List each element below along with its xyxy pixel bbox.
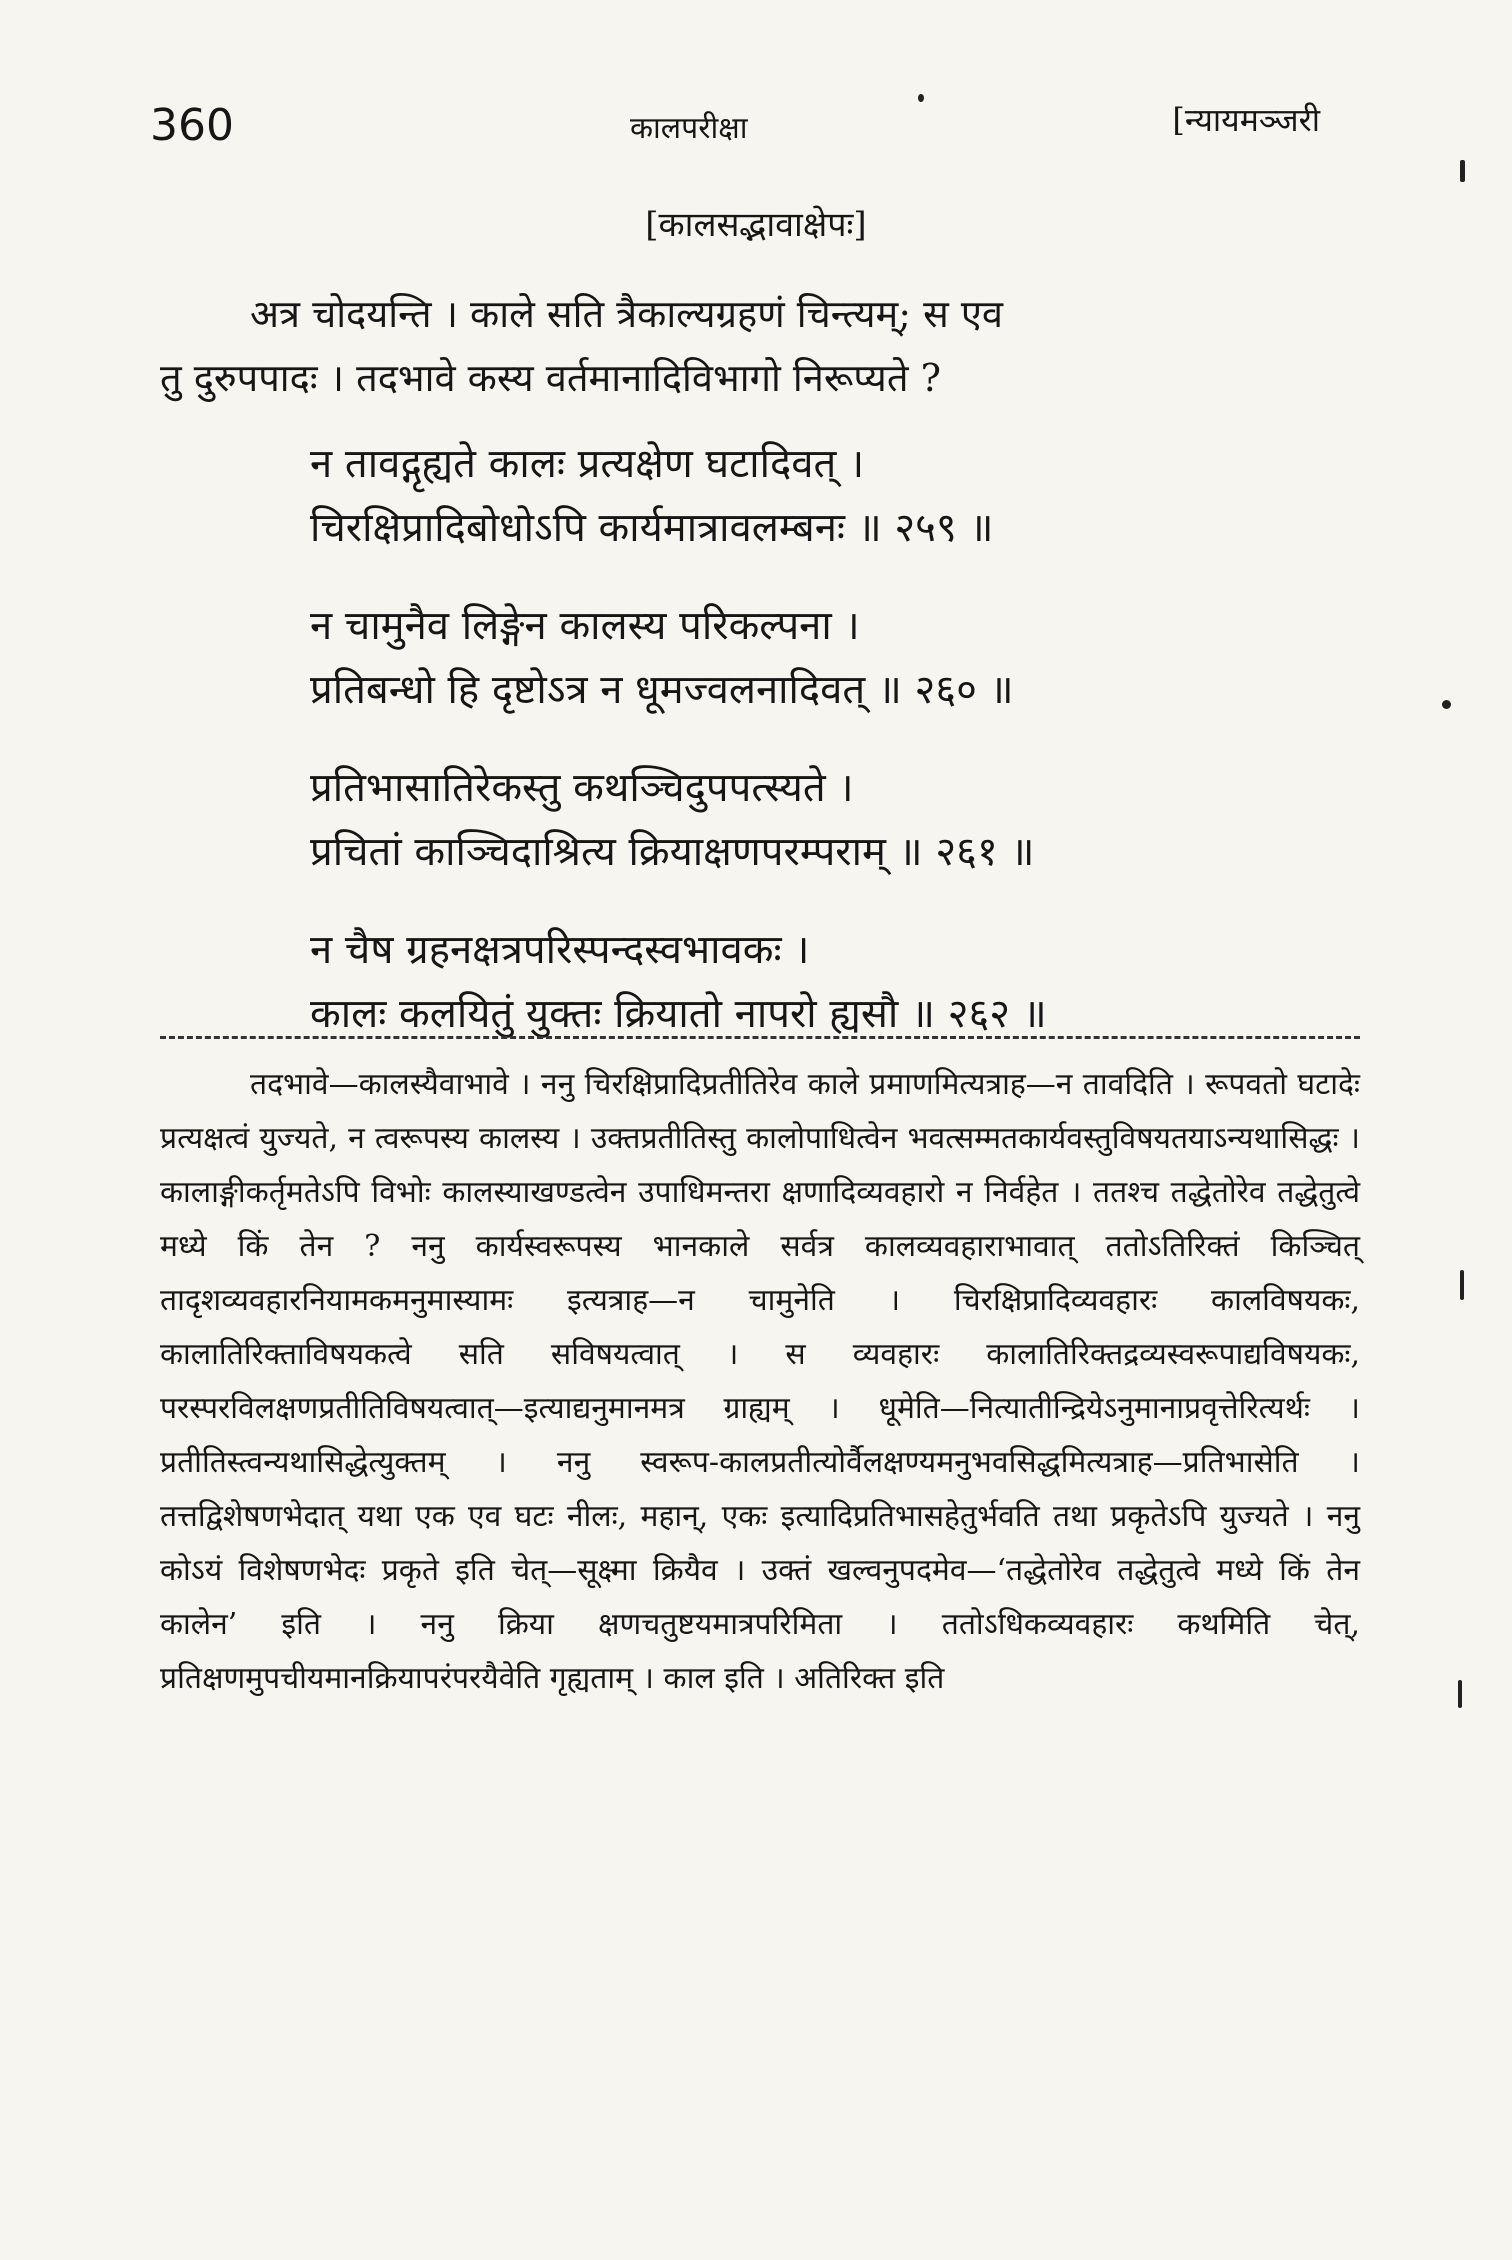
- intro-line: तु दुरुपपादः । तदभावे कस्य वर्तमानादिविभागो निरूप्यते ?: [160, 356, 941, 400]
- verse-261: [310, 756, 1360, 884]
- intro-paragraph: [160, 282, 1360, 410]
- verse-block: [310, 432, 1360, 1080]
- verse-260: [310, 594, 1360, 722]
- verse-line: चिरक्षिप्रादिबोधोऽपि कार्यमात्रावलम्बनः ॥ २५९ ॥: [310, 505, 994, 551]
- verse-259: [310, 432, 1360, 560]
- scan-speck: [1460, 160, 1465, 182]
- page-number: 360: [150, 100, 234, 151]
- scan-speck: [918, 94, 924, 102]
- scan-speck: [1442, 700, 1451, 709]
- verse-line: प्रतिबन्धो हि दृष्टोऽत्र न धूमज्वलनादिवत् ॥ २६० ॥: [310, 667, 1014, 713]
- dashed-divider: [160, 1036, 1360, 1039]
- verse-line: प्रचितां काञ्चिदाश्रित्य क्रियाक्षणपरम्पराम् ॥ २६१ ॥: [310, 829, 1035, 875]
- section-heading: [कालसद्भावाक्षेपः]: [645, 205, 867, 245]
- commentary-block: [160, 1058, 1360, 1706]
- running-title: कालपरीक्षा: [630, 111, 748, 146]
- verse-262: [310, 918, 1360, 1046]
- intro-line: अत्र चोदयन्ति । काले सति त्रैकाल्यग्रहणं चिन्त्यम्; स एव: [250, 292, 1004, 336]
- verse-line: प्रतिभासातिरेकस्तु कथञ्चिदुपपत्स्यते ।: [310, 765, 854, 811]
- scan-speck: [1458, 1680, 1462, 1708]
- book-title: [न्यायमञ्जरी: [1172, 101, 1320, 139]
- scan-speck: [1460, 1270, 1464, 1300]
- commentary-text: तदभावे—कालस्यैवाभावे । ननु चिरक्षिप्रादिप्रतीतिरेव काले प्रमाणमित्यत्राह—न तावदिति । रूपवतो घटादेः प्रत्यक्षत्वं युज्यते, न त्वरूपस्य कालस्य । उक्तप्रतीतिस्तु कालोपाधित्वेन भवत्सम्मतकार्यवस्तुविषयतयाऽन्यथासिद्धः । कालाङ्गीकर्तृमतेऽपि विभोः कालस्याखण्डत्वेन उपाधिमन्तरा क्षणादिव्यवहारो न निर्वहेत । ततश्च तद्धेतोरेव तद्धेतुत्वे मध्ये किं तेन ? ननु कार्यस्वरूपस्य भानकाले सर्वत्र कालव्यवहाराभावात् ततोऽतिरिक्तं किञ्चित् तादृशव्यवहारनियामकमनुमास्यामः इत्यत्राह—न चामुनेति । चिरक्षिप्रादिव्यवहारः कालविषयकः, कालातिरिक्ताविषयकत्वे सति सविषयत्वात् । स व्यवहारः कालातिरिक्तद्रव्यस्वरूपाद्यविषयकः, परस्परविलक्षणप्रतीतिविषयत्वात्—इत्याद्यनुमानमत्र ग्राह्यम् । धूमेति—नित्यातीन्द्रियेऽनुमानाप्रवृत्तेरित्यर्थः । प्रतीतिस्त्वन्यथासिद्धेत्युक्तम् । ननु स्वरूप-कालप्रतीत्योर्वैलक्षण्यमनुभवसिद्धमित्यत्राह—प्रतिभासेति । तत्तद्विशेषणभेदात् यथा एक एव घटः नीलः, महान्, एकः इत्यादिप्रतिभासहेतुर्भवति तथा प्रकृतेऽपि युज्यते । ननु कोऽयं विशेषणभेदः प्रकृते इति चेत्—सूक्ष्मा क्रियैव । उक्तं खल्वनुपदमेव—‘तद्धेतोरेव तद्धेतुत्वे मध्ये किं तेन कालेन’ इति । ननु क्रिया क्षणचतुष्टयमात्रपरिमिता । ततोऽधिकव्यवहारः कथमिति चेत्, प्रतिक्षणमुपचीयमानक्रियापरंपरयैवेति गृह्यताम् । काल इति । अतिरिक्त इति: [160, 1067, 1360, 1696]
- verse-line: न तावद्गृह्यते कालः प्रत्यक्षेण घटादिवत् ।: [310, 441, 865, 487]
- verse-line: न चैष ग्रहनक्षत्रपरिस्पन्दस्वभावकः ।: [310, 927, 810, 973]
- verse-line: न चामुनैव लिङ्गेन कालस्य परिकल्पना ।: [310, 603, 860, 649]
- verse-line: कालः कलयितुं युक्तः क्रियातो नापरो ह्यसौ ॥ २६२ ॥: [310, 991, 1047, 1037]
- page-header: [150, 92, 1320, 152]
